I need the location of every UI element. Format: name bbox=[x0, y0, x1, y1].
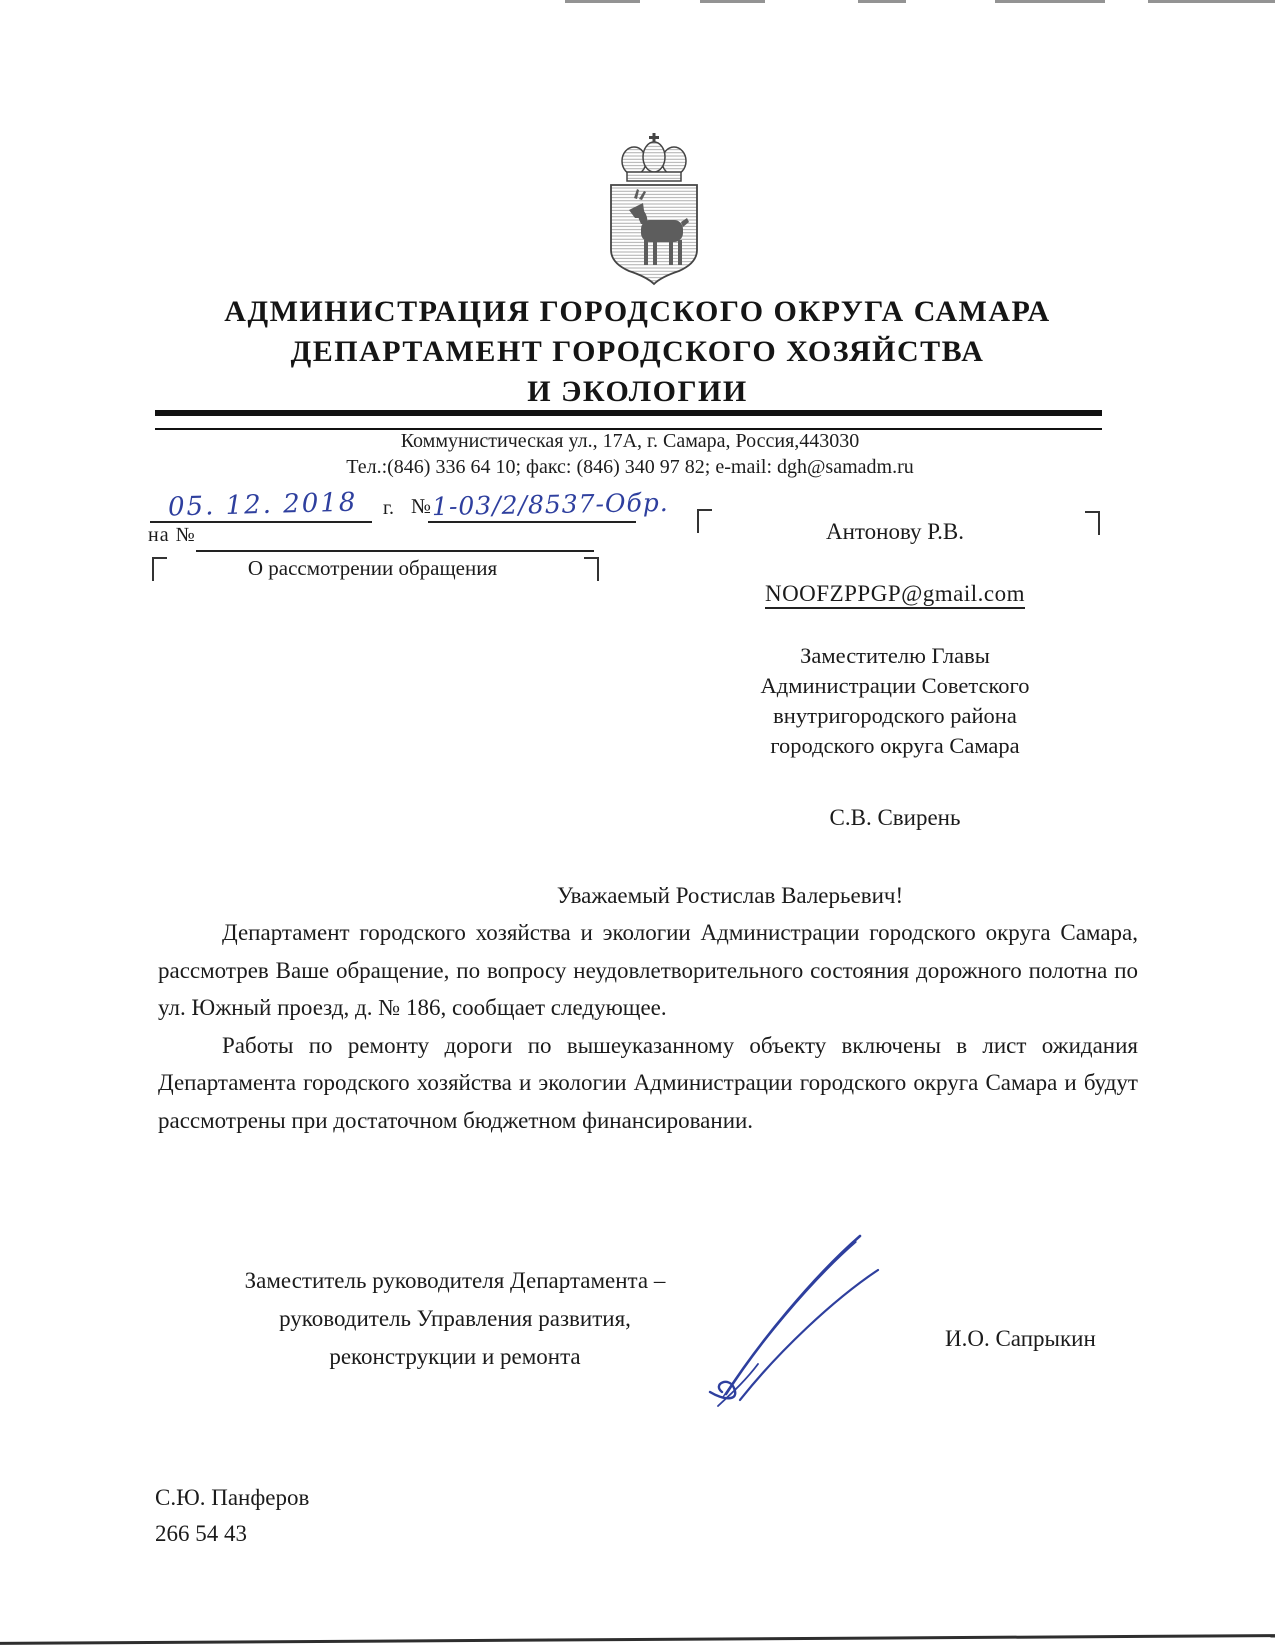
addressee-official-name: С.В. Свирень bbox=[829, 805, 961, 830]
scan-artifact bbox=[565, 0, 640, 3]
number-sign-label: № bbox=[411, 494, 432, 518]
signature-ink-icon bbox=[688, 1232, 898, 1407]
scan-artifact bbox=[1148, 0, 1275, 3]
samara-coat-of-arms-icon bbox=[601, 132, 711, 287]
scan-artifact bbox=[995, 0, 1105, 3]
scan-artifact bbox=[700, 0, 765, 3]
signer-position-line: реконструкции и ремонта bbox=[329, 1344, 581, 1369]
handwritten-outgoing-number: 1-03/2/8537-Обр. bbox=[431, 487, 669, 522]
executor-phone: 266 54 43 bbox=[155, 1521, 247, 1546]
salutation: Уважаемый Ростислав Валерьевич! bbox=[556, 883, 904, 908]
subject-bracket-right-icon bbox=[584, 557, 599, 581]
letter-body bbox=[158, 914, 1138, 1139]
number-underline bbox=[428, 521, 636, 523]
addressee-position-line: внутригородского района bbox=[773, 703, 1017, 728]
addressee-position-line: городского округа Самара bbox=[770, 733, 1020, 758]
subject-line: О рассмотрении обращения bbox=[247, 556, 498, 580]
addressee-position-line: Заместителю Главы bbox=[800, 643, 990, 668]
body-paragraph: Департамент городского хозяйства и экологии Администрации городского округа Самара, рассмотрев Ваше обращение, по вопросу неудовлетворительного состояния дорожного полотна по ул. Южный проезд, д. № 186, сообщает следующее. bbox=[158, 920, 1138, 1020]
org-address: Коммунистическая ул., 17А, г. Самара, Россия,443030 bbox=[400, 430, 860, 452]
date-suffix-label: г. bbox=[383, 497, 394, 519]
executor-name: С.Ю. Панферов bbox=[155, 1485, 310, 1510]
signer-position-line: Заместитель руководителя Департамента – bbox=[244, 1268, 666, 1293]
addressee-email-text: NOOFZPPGP@gmail.com bbox=[765, 581, 1025, 609]
date-underline bbox=[150, 521, 372, 523]
signer-name: И.О. Сапрыкин bbox=[945, 1326, 1096, 1351]
org-contacts: Тел.:(846) 336 64 10; факс: (846) 340 97 82; e-mail: dgh@samadm.ru bbox=[346, 456, 914, 478]
org-name-line1: АДМИНИСТРАЦИЯ ГОРОДСКОГО ОКРУГА САМАРА bbox=[224, 295, 1051, 328]
in-reply-to-label: на № bbox=[148, 524, 196, 546]
handwritten-date: 05. 12. 2018 bbox=[167, 487, 358, 523]
scan-artifact bbox=[858, 0, 906, 3]
signer-position-line: руководитель Управления развития, bbox=[279, 1306, 631, 1331]
addressee-position-line: Администрации Советского bbox=[760, 673, 1030, 698]
org-name-block bbox=[90, 292, 1185, 412]
signer-position-block bbox=[175, 1262, 735, 1376]
addressee-email bbox=[700, 581, 1090, 607]
body-paragraph: Работы по ремонту дороги по вышеуказанному объекту включены в лист ожидания Департамента городского хозяйства и экологии Администрации городского округа Самара и будут рассмотрены при достаточном бюджетном финансировании. bbox=[158, 1032, 1138, 1133]
addressee-position-block bbox=[690, 641, 1100, 761]
org-name-line3: И ЭКОЛОГИИ bbox=[527, 375, 748, 408]
addressee-name: Антонову Р.В. bbox=[825, 519, 965, 544]
scan-edge-line bbox=[0, 1634, 1275, 1645]
header-divider bbox=[155, 410, 1102, 430]
org-name-line2: ДЕПАРТАМЕНТ ГОРОДСКОГО ХОЗЯЙСТВА bbox=[290, 335, 985, 368]
in-reply-to-underline bbox=[196, 550, 594, 552]
